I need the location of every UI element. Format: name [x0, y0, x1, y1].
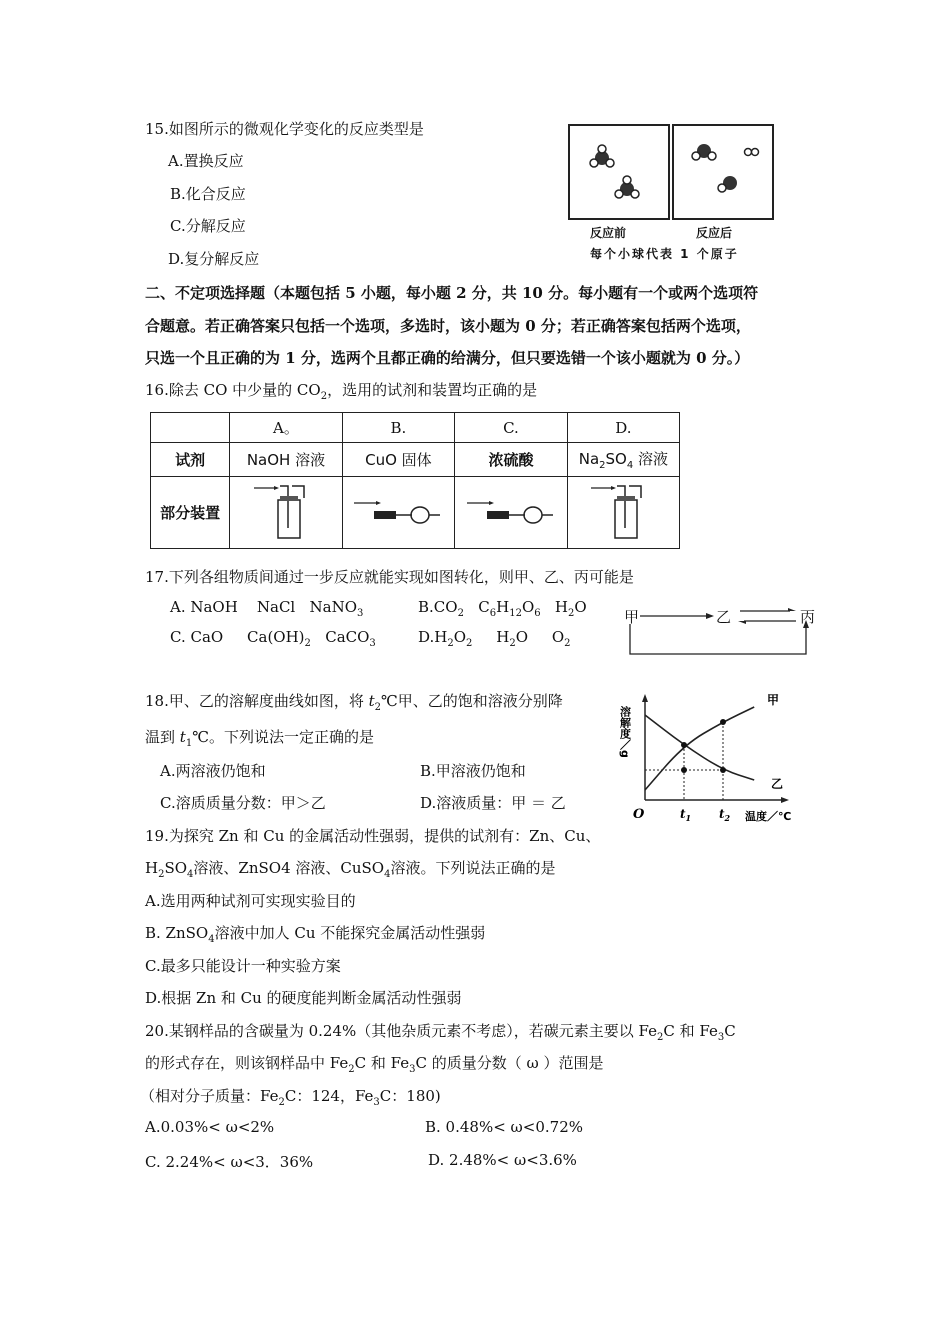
q15-option-d[interactable]: D.复分解反应 — [168, 250, 260, 268]
q20-option-d[interactable]: D. 2.48%< ω<3.6% — [428, 1151, 577, 1169]
legend-yi: 乙 — [771, 777, 784, 791]
node-bing: 丙 — [800, 608, 816, 626]
node-yi: 乙 — [716, 608, 732, 626]
y-axis-arrow — [642, 694, 648, 702]
y-axis-label: 溶解度／g — [618, 706, 632, 758]
q18-option-b[interactable]: B.甲溶液仍饱和 — [420, 762, 526, 780]
molecules-after-icon — [674, 126, 772, 218]
q16-table — [150, 412, 680, 549]
chart-point — [681, 742, 687, 748]
x-axis-arrow — [781, 797, 789, 803]
q17-stem: 17.下列各组物质间通过一步反应就能实现如图转化，则甲、乙、丙可能是 — [145, 568, 634, 586]
before-label: 反应前 — [590, 226, 627, 240]
gas-washing-bottle-icon — [583, 478, 663, 544]
option-d-header[interactable]: D. — [567, 413, 679, 443]
q20-option-a[interactable]: A.0.03%< ω<2% — [145, 1118, 275, 1136]
legend-jia: 甲 — [767, 693, 780, 707]
q19-option-a[interactable]: A.选用两种试剂可实现实验目的 — [145, 892, 356, 910]
section2-line2: 合题意。若正确答案只包括一个选项，多选时，该小题为 0 分；若正确答案包括两个选项， — [145, 317, 751, 335]
q17-option-d[interactable]: $D.H_2O_2$ $H_2O$ $O_2$ — [418, 628, 571, 649]
q18-option-c[interactable]: C.溶质质量分数：甲＞乙 — [160, 794, 326, 812]
reagent-b: CuO 固体 — [342, 443, 455, 477]
q15-option-b[interactable]: B.化合反应 — [170, 185, 246, 203]
option-c-header[interactable]: C. — [455, 413, 568, 443]
chart-point — [720, 767, 726, 773]
reagent-row-label: 试剂 — [151, 443, 230, 477]
before-box — [568, 124, 670, 240]
t2-tick-label: $t_2$ — [719, 807, 731, 823]
apparatus-d — [567, 477, 679, 549]
molecules-before-icon — [570, 126, 668, 218]
apparatus-a — [230, 477, 342, 549]
drying-tube-icon — [350, 481, 446, 541]
section2-line3: 只选一个且正确的为 1 分，选两个且都正确的给满分，但只要选错一个该小题就为 0 分。） — [145, 349, 750, 367]
solubility-chart — [615, 688, 815, 828]
option-b-header[interactable]: B. — [342, 413, 455, 443]
chart-point — [720, 719, 726, 725]
q19-option-d[interactable]: D.根据 Zn 和 Cu 的硬度能判断金属活动性强弱 — [145, 989, 462, 1007]
q18-option-a[interactable]: A.两溶液仍饱和 — [160, 762, 266, 780]
q20-option-b[interactable]: B. 0.48%< ω<0.72% — [425, 1118, 583, 1136]
apparatus-row-label: 部分装置 — [151, 477, 230, 549]
q19-option-b[interactable]: B. ZnSO$_4$溶液中加人 Cu 不能探究金属活动性强弱 — [145, 924, 486, 945]
q19-stem-line2: $H_2SO_4$溶液、ZnSO4 溶液、CuSO$_4$溶液。下列说法正确的是 — [145, 859, 556, 880]
after-box — [672, 124, 774, 240]
q17-option-b[interactable]: $B.CO_2$ $C_6H_{12}O_6$ $H_2O$ — [418, 598, 587, 619]
q17-option-c[interactable]: C. CaO $Ca(OH)_2$ CaCO$_3$ — [170, 628, 376, 649]
q18-stem-line2: 温到 $t_1℃$。下列说法一定正确的是 — [145, 728, 374, 749]
q20-option-c[interactable]: C. 2.24%< ω<3．36% — [145, 1153, 314, 1171]
reagent-c: 浓硫酸 — [455, 443, 568, 477]
figure-caption: 每个小球代表 1 个原子 — [590, 247, 739, 261]
q19-stem-line1: 19.为探究 Zn 和 Cu 的金属活动性强弱，提供的试剂有：Zn、Cu、 — [145, 827, 601, 845]
drying-tube-icon — [463, 481, 559, 541]
corner-cell — [151, 413, 230, 443]
curve-jia — [645, 707, 754, 790]
option-a-header[interactable]: A。 — [230, 413, 342, 443]
q15-stem: 15.如图所示的微观化学变化的反应类型是 — [145, 120, 424, 138]
q18-option-d[interactable]: D.溶液质量：甲 ＝ 乙 — [420, 794, 566, 812]
origin-label: O — [633, 807, 645, 822]
section2-line1: 二、不定项选择题（本题包括 5 小题，每小题 2 分，共 10 分。每小题有一个或两个选项符 — [145, 284, 759, 302]
q20-stem-line2: 的形式存在，则该钢样品中 $Fe_2C$ 和 $Fe_3C$ 的质量分数（ ω ）范围是 — [145, 1054, 604, 1075]
reagent-a: NaOH 溶液 — [230, 443, 342, 477]
q17-option-a[interactable]: A. NaOH NaCl NaNO$_3$ — [170, 598, 364, 619]
x-axis-label: 温度／℃ — [745, 810, 792, 823]
q19-option-c[interactable]: C.最多只能设计一种实验方案 — [145, 957, 341, 975]
gas-washing-bottle-icon — [246, 478, 326, 544]
q15-option-c[interactable]: C.分解反应 — [170, 217, 246, 235]
q15-option-a[interactable]: A.置换反应 — [168, 152, 244, 170]
after-label: 反应后 — [696, 226, 733, 240]
q16-stem: 16.除去 CO 中少量的 $CO_2$，选用的试剂和装置均正确的是 — [145, 381, 538, 402]
q20-stem-line1: 20.某钢样品的含碳量为 0.24%（其他杂质元素不考虑），若碳元素主要以 $Fe_2C$ 和 $Fe_3C$ — [145, 1022, 736, 1043]
apparatus-b — [342, 477, 455, 549]
node-jia: 甲 — [624, 608, 640, 626]
reagent-d: $Na_2SO_4$ 溶液 — [567, 443, 679, 477]
apparatus-c — [455, 477, 568, 549]
q20-note: （相对分子质量：$Fe_2C$：124，$Fe_3C$：180) — [140, 1087, 441, 1108]
t1-tick-label: $t_1$ — [680, 807, 692, 823]
chart-point — [681, 767, 687, 773]
q18-stem-line1: 18.甲、乙的溶解度曲线如图，将 $t_2℃$甲、乙的饱和溶液分别降 — [145, 692, 563, 713]
